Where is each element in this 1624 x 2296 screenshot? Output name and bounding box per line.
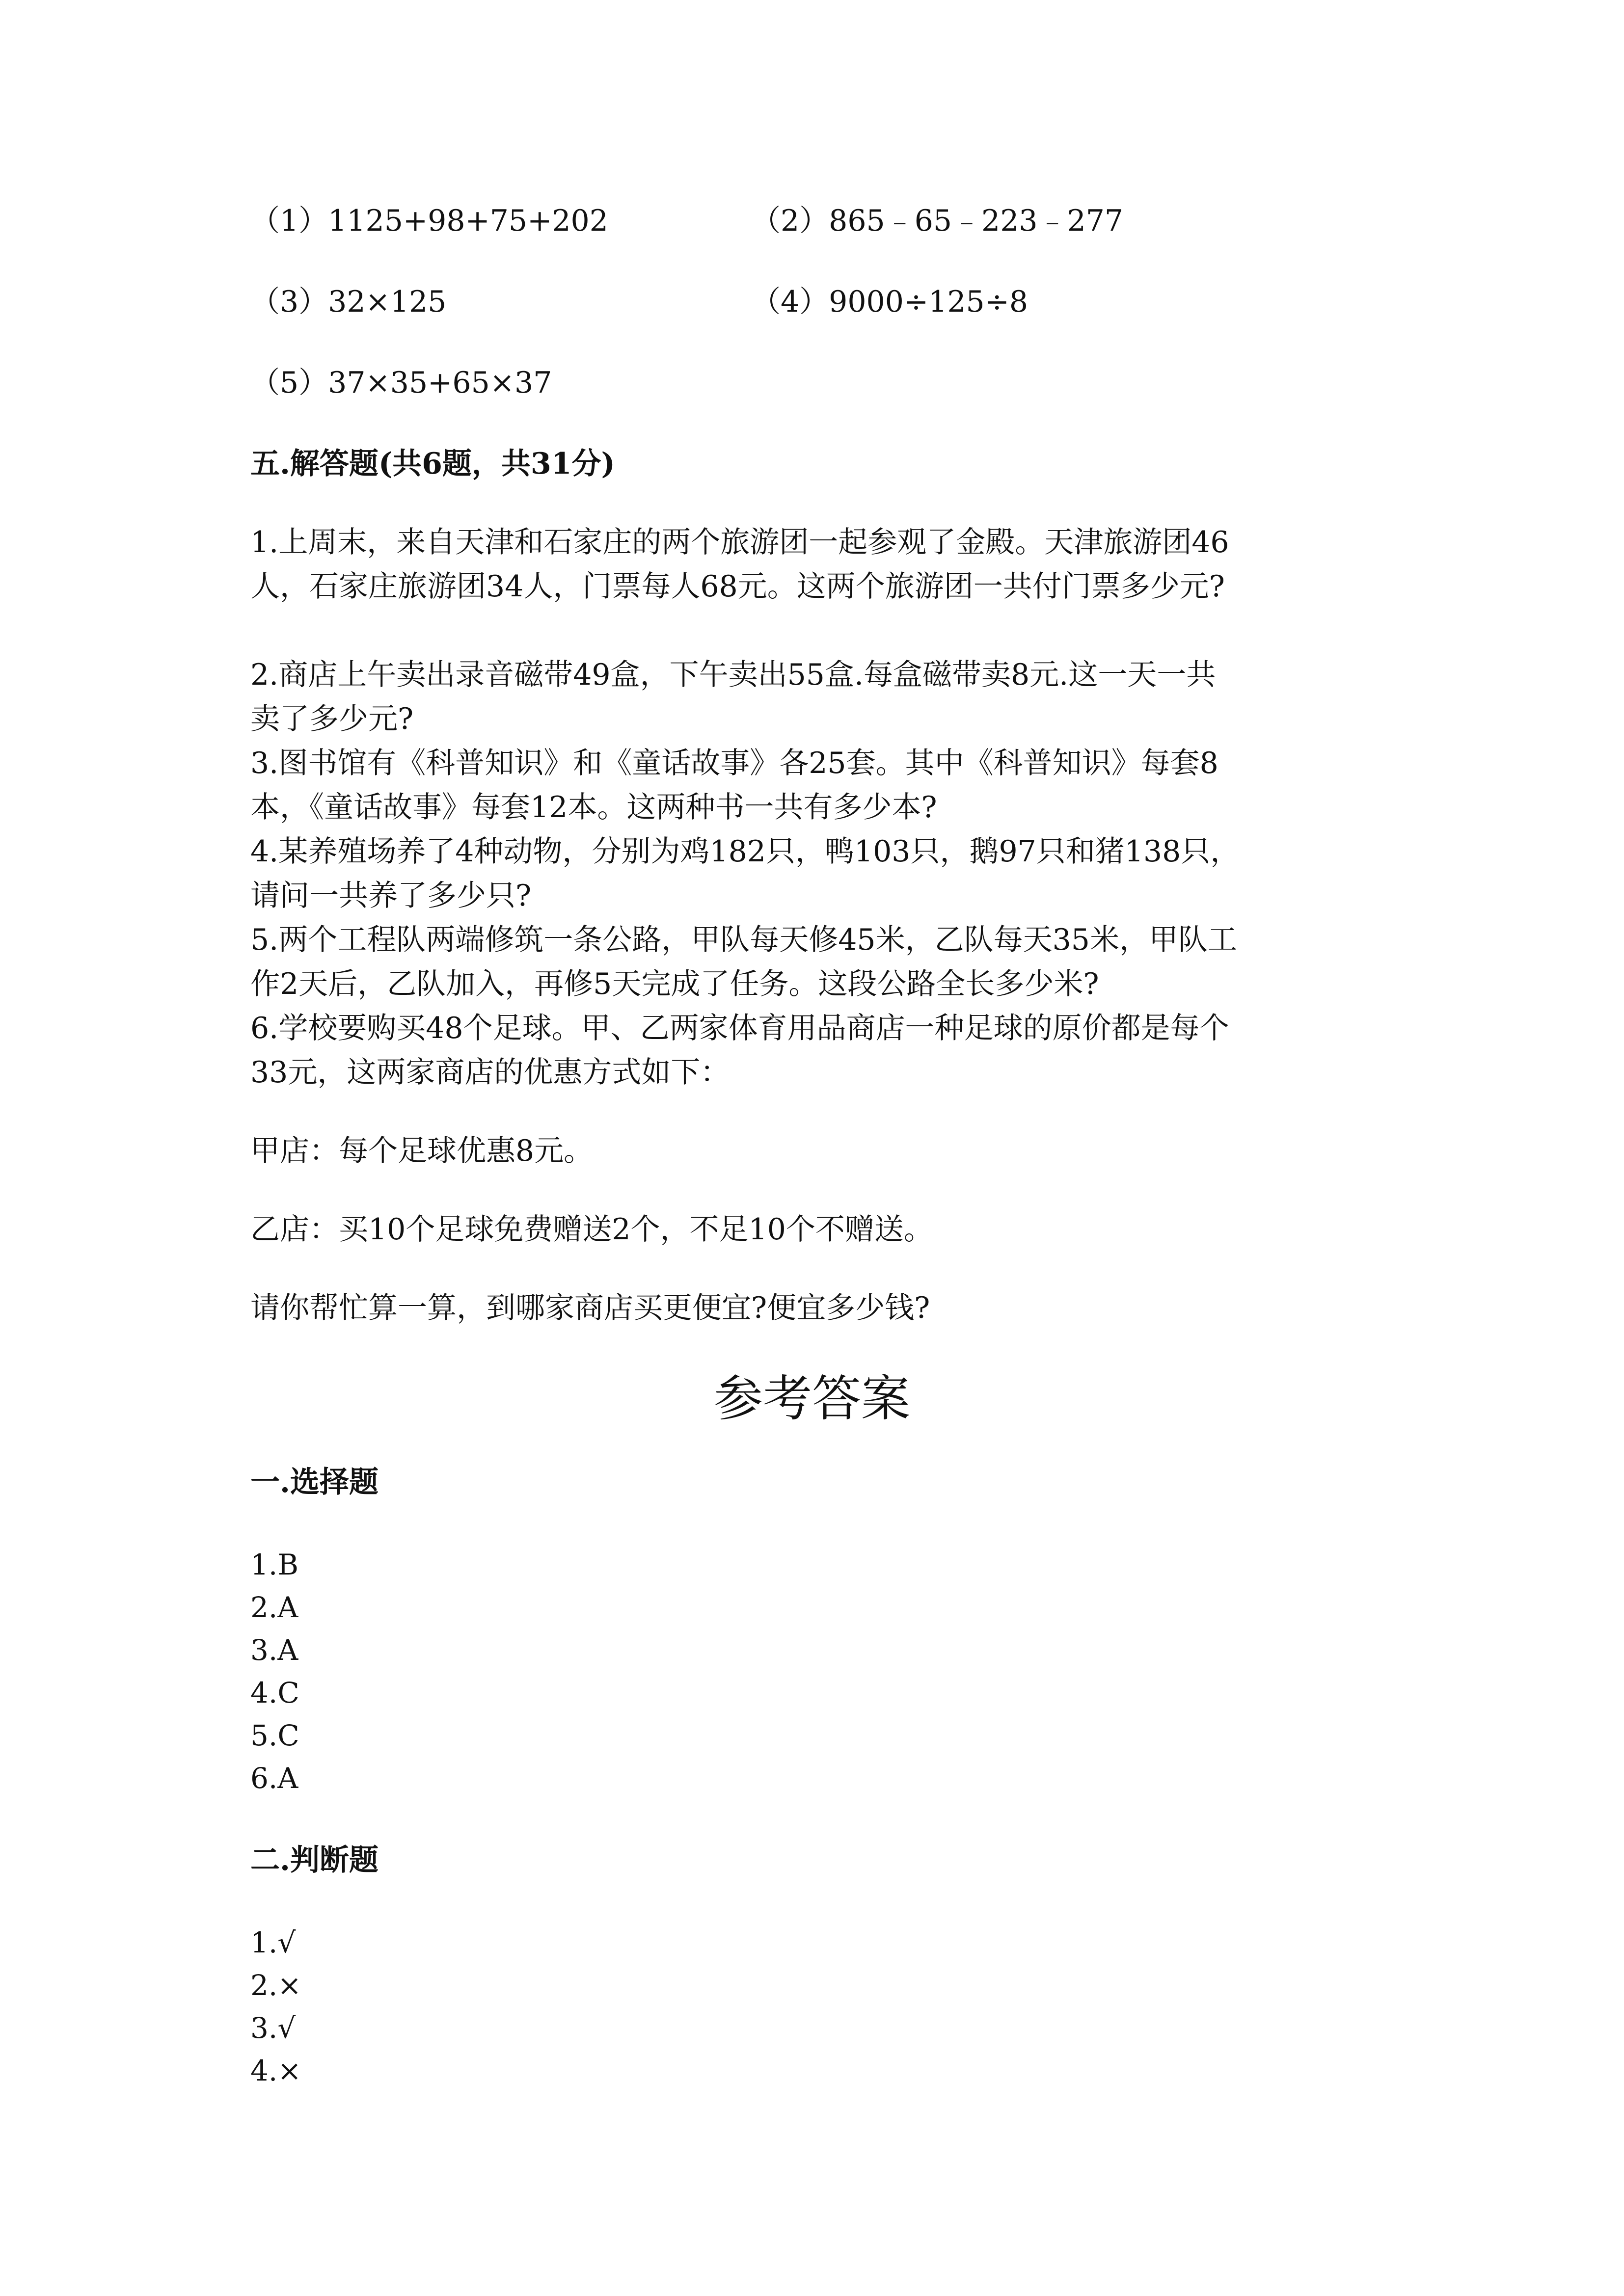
problem-line: 6.学校要购买48个足球。甲、乙两家体育用品商店一种足球的原价都是每个: [250, 1011, 1229, 1045]
answer-item: 2.×: [250, 1969, 301, 2002]
answer-item: 1.B: [250, 1548, 298, 1581]
calc-item-2: （2）865﹣65﹣223﹣277: [751, 204, 1124, 238]
answer-item: 4.×: [250, 2054, 301, 2087]
section-heading-2: 二.判断题: [250, 1843, 379, 1877]
calc-item-4: （4）9000÷125÷8: [751, 285, 1029, 319]
problem-line: 甲店：每个足球优惠8元。: [250, 1134, 594, 1168]
answer-item: 5.C: [250, 1719, 299, 1752]
problem-line: 3.图书馆有《科普知识》和《童话故事》各25套。其中《科普知识》每套8: [250, 746, 1218, 780]
problem-line: 2.商店上午卖出录音磁带49盒，下午卖出55盒.每盒磁带卖8元.这一天一共: [250, 658, 1216, 692]
problem-line: 人，石家庄旅游团34人，门票每人68元。这两个旅游团一共付门票多少元?: [250, 569, 1225, 604]
answers-title: 参考答案: [714, 1370, 910, 1427]
problem-line: 作2天后，乙队加入，再修5天完成了任务。这段公路全长多少米?: [250, 967, 1099, 1001]
problem-line: 乙店：买10个足球免费赠送2个，不足10个不赠送。: [250, 1212, 933, 1247]
calc-item-3: （3）32×125: [250, 285, 447, 319]
problem-line: 1.上周末，来自天津和石家庄的两个旅游团一起参观了金殿。天津旅游团46: [250, 525, 1229, 560]
answer-item: 2.A: [250, 1591, 298, 1624]
answer-item: 6.A: [250, 1762, 298, 1795]
section-heading-1: 一.选择题: [250, 1465, 379, 1499]
calc-item-5: （5）37×35+65×37: [250, 366, 552, 400]
problem-line: 4.某养殖场养了4种动物，分别为鸡182只，鸭103只，鹅97只和猪138只，: [250, 834, 1240, 869]
problem-line: 请问一共养了多少只?: [250, 879, 532, 913]
problem-line: 卖了多少元?: [250, 702, 414, 736]
answer-item: 4.C: [250, 1676, 299, 1709]
calc-item-1: （1）1125+98+75+202: [250, 204, 608, 238]
problem-line: 请你帮忙算一算，到哪家商店买更便宜?便宜多少钱?: [250, 1291, 930, 1325]
section-heading-5: 五.解答题(共6题，共31分): [250, 447, 615, 481]
answer-item: 3.A: [250, 1633, 298, 1667]
problem-line: 5.两个工程队两端修筑一条公路，甲队每天修45米，乙队每天35米，甲队工: [250, 923, 1237, 957]
answer-item: 3.√: [250, 2011, 296, 2045]
answer-item: 1.√: [250, 1926, 296, 1959]
problem-line: 33元，这两家商店的优惠方式如下：: [250, 1055, 730, 1090]
problem-line: 本，《童话故事》每套12本。这两种书一共有多少本?: [250, 790, 937, 825]
